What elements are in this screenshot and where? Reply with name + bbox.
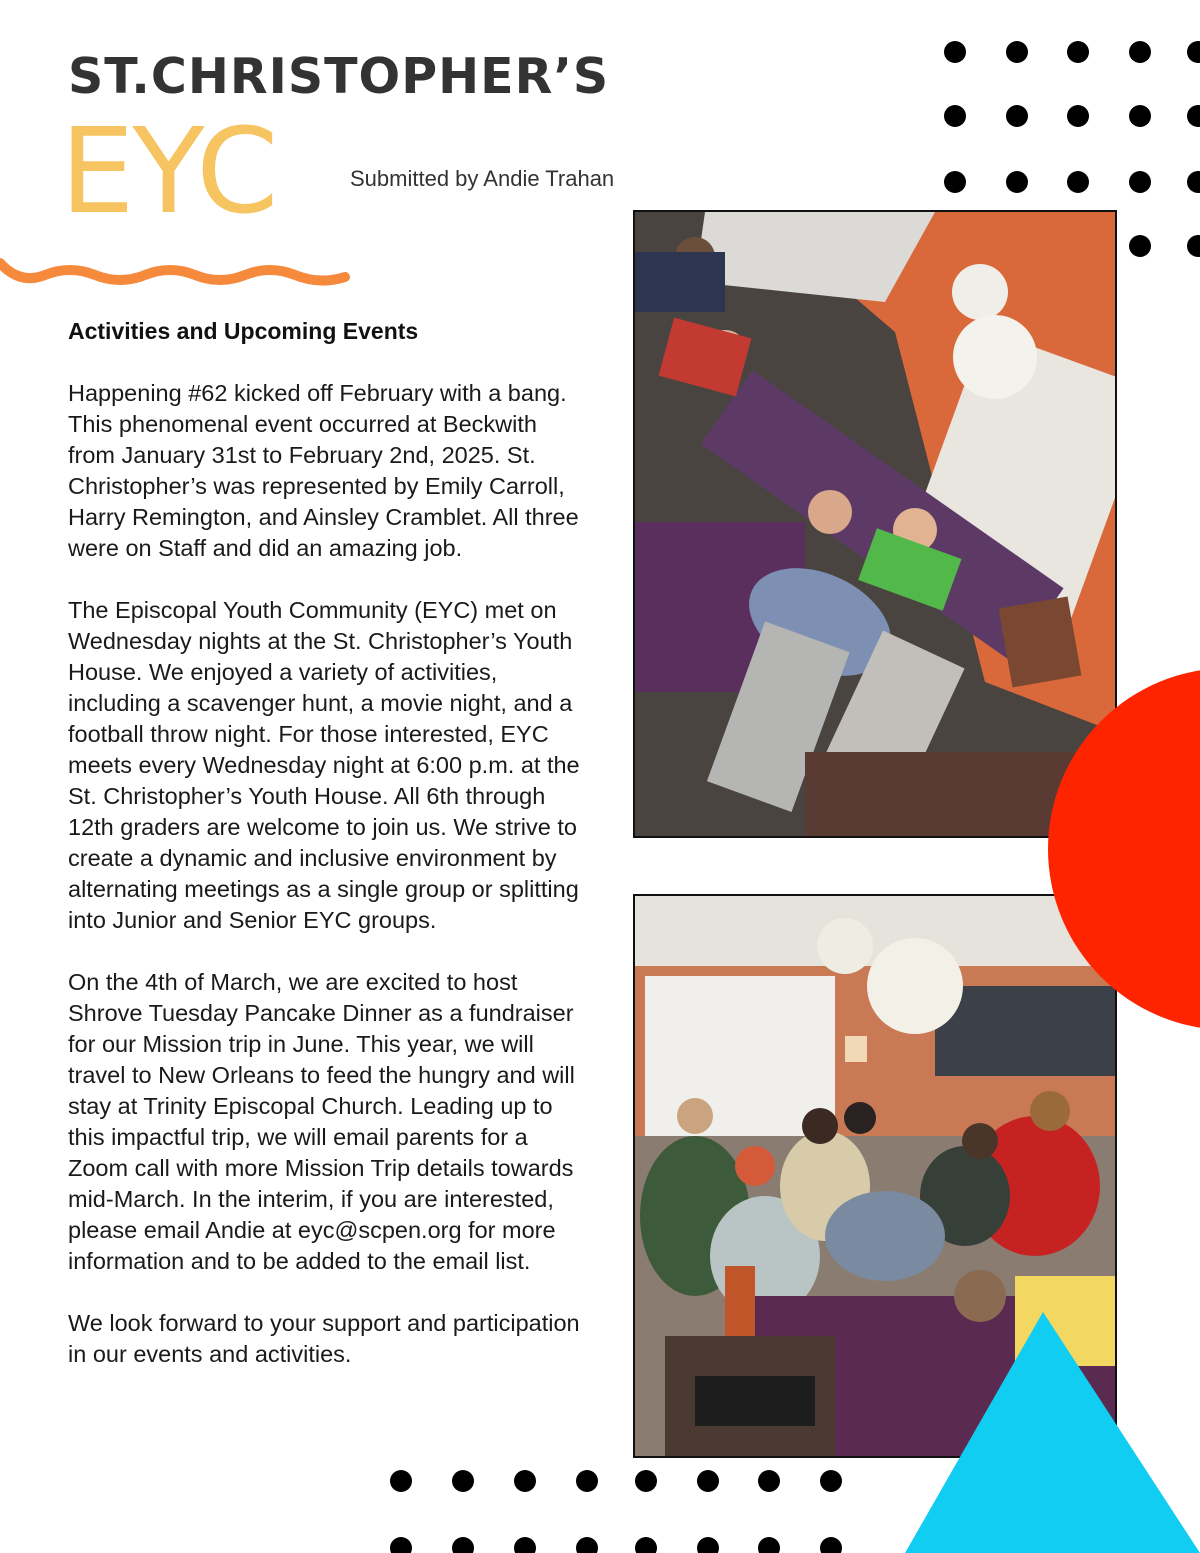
photo-youth-lounging-image — [635, 212, 1115, 836]
section-heading: Activities and Upcoming Events — [68, 318, 419, 344]
photo-youth-lounging — [633, 210, 1117, 838]
orange-wave-decoration — [0, 255, 360, 295]
dot-grid-bottom — [380, 1464, 860, 1553]
blue-triangle-decoration — [905, 1312, 1200, 1553]
paragraph-eyc-meetings: The Episcopal Youth Community (EYC) met on Wednesday nights at the St. Christopher’s Youth House. We enjoyed a variety of activities, including a scavenger hunt, a movie night, and a football throw night. For those interested, EYC meets every Wednesday night at 6:00 p.m. at the St. Christopher’s Youth House. All 6th through 12th graders are welcome to join us. We strive to create a dynamic and inclusive environment by alternating meetings as a single group or splitting into Junior and Senior EYC groups. — [68, 597, 580, 933]
red-circle-decoration — [1048, 668, 1200, 1030]
byline: Submitted by Andie Trahan — [350, 166, 615, 191]
org-name: ST.CHRISTOPHER’S — [68, 48, 610, 105]
article-body — [68, 378, 588, 1401]
paragraph-happening: Happening #62 kicked off February with a bang. This phenomenal event occurred at Beckwith from January 31st to February 2nd, 2025. St. Christopher’s was represented by Emily Carroll, Harry Remington, and Ainsley Cramblet. All three were on Staff and did an amazing job. — [68, 380, 579, 561]
group-name: EYC — [60, 102, 277, 240]
paragraph-mission-trip: On the 4th of March, we are excited to host Shrove Tuesday Pancake Dinner as a fundraiser for our Mission trip in June. This year, we will travel to New Orleans to feed the hungry and will stay at Trinity Episcopal Church. Leading up to this impactful trip, we will email parents for a Zoom call with more Mission Trip details towards mid-March. In the interim, if you are interested, please email Andie at eyc@scpen.org for more information and to be added to the email list. — [68, 969, 575, 1274]
paragraph-closing: We look forward to your support and participation in our events and activities. — [68, 1310, 580, 1367]
